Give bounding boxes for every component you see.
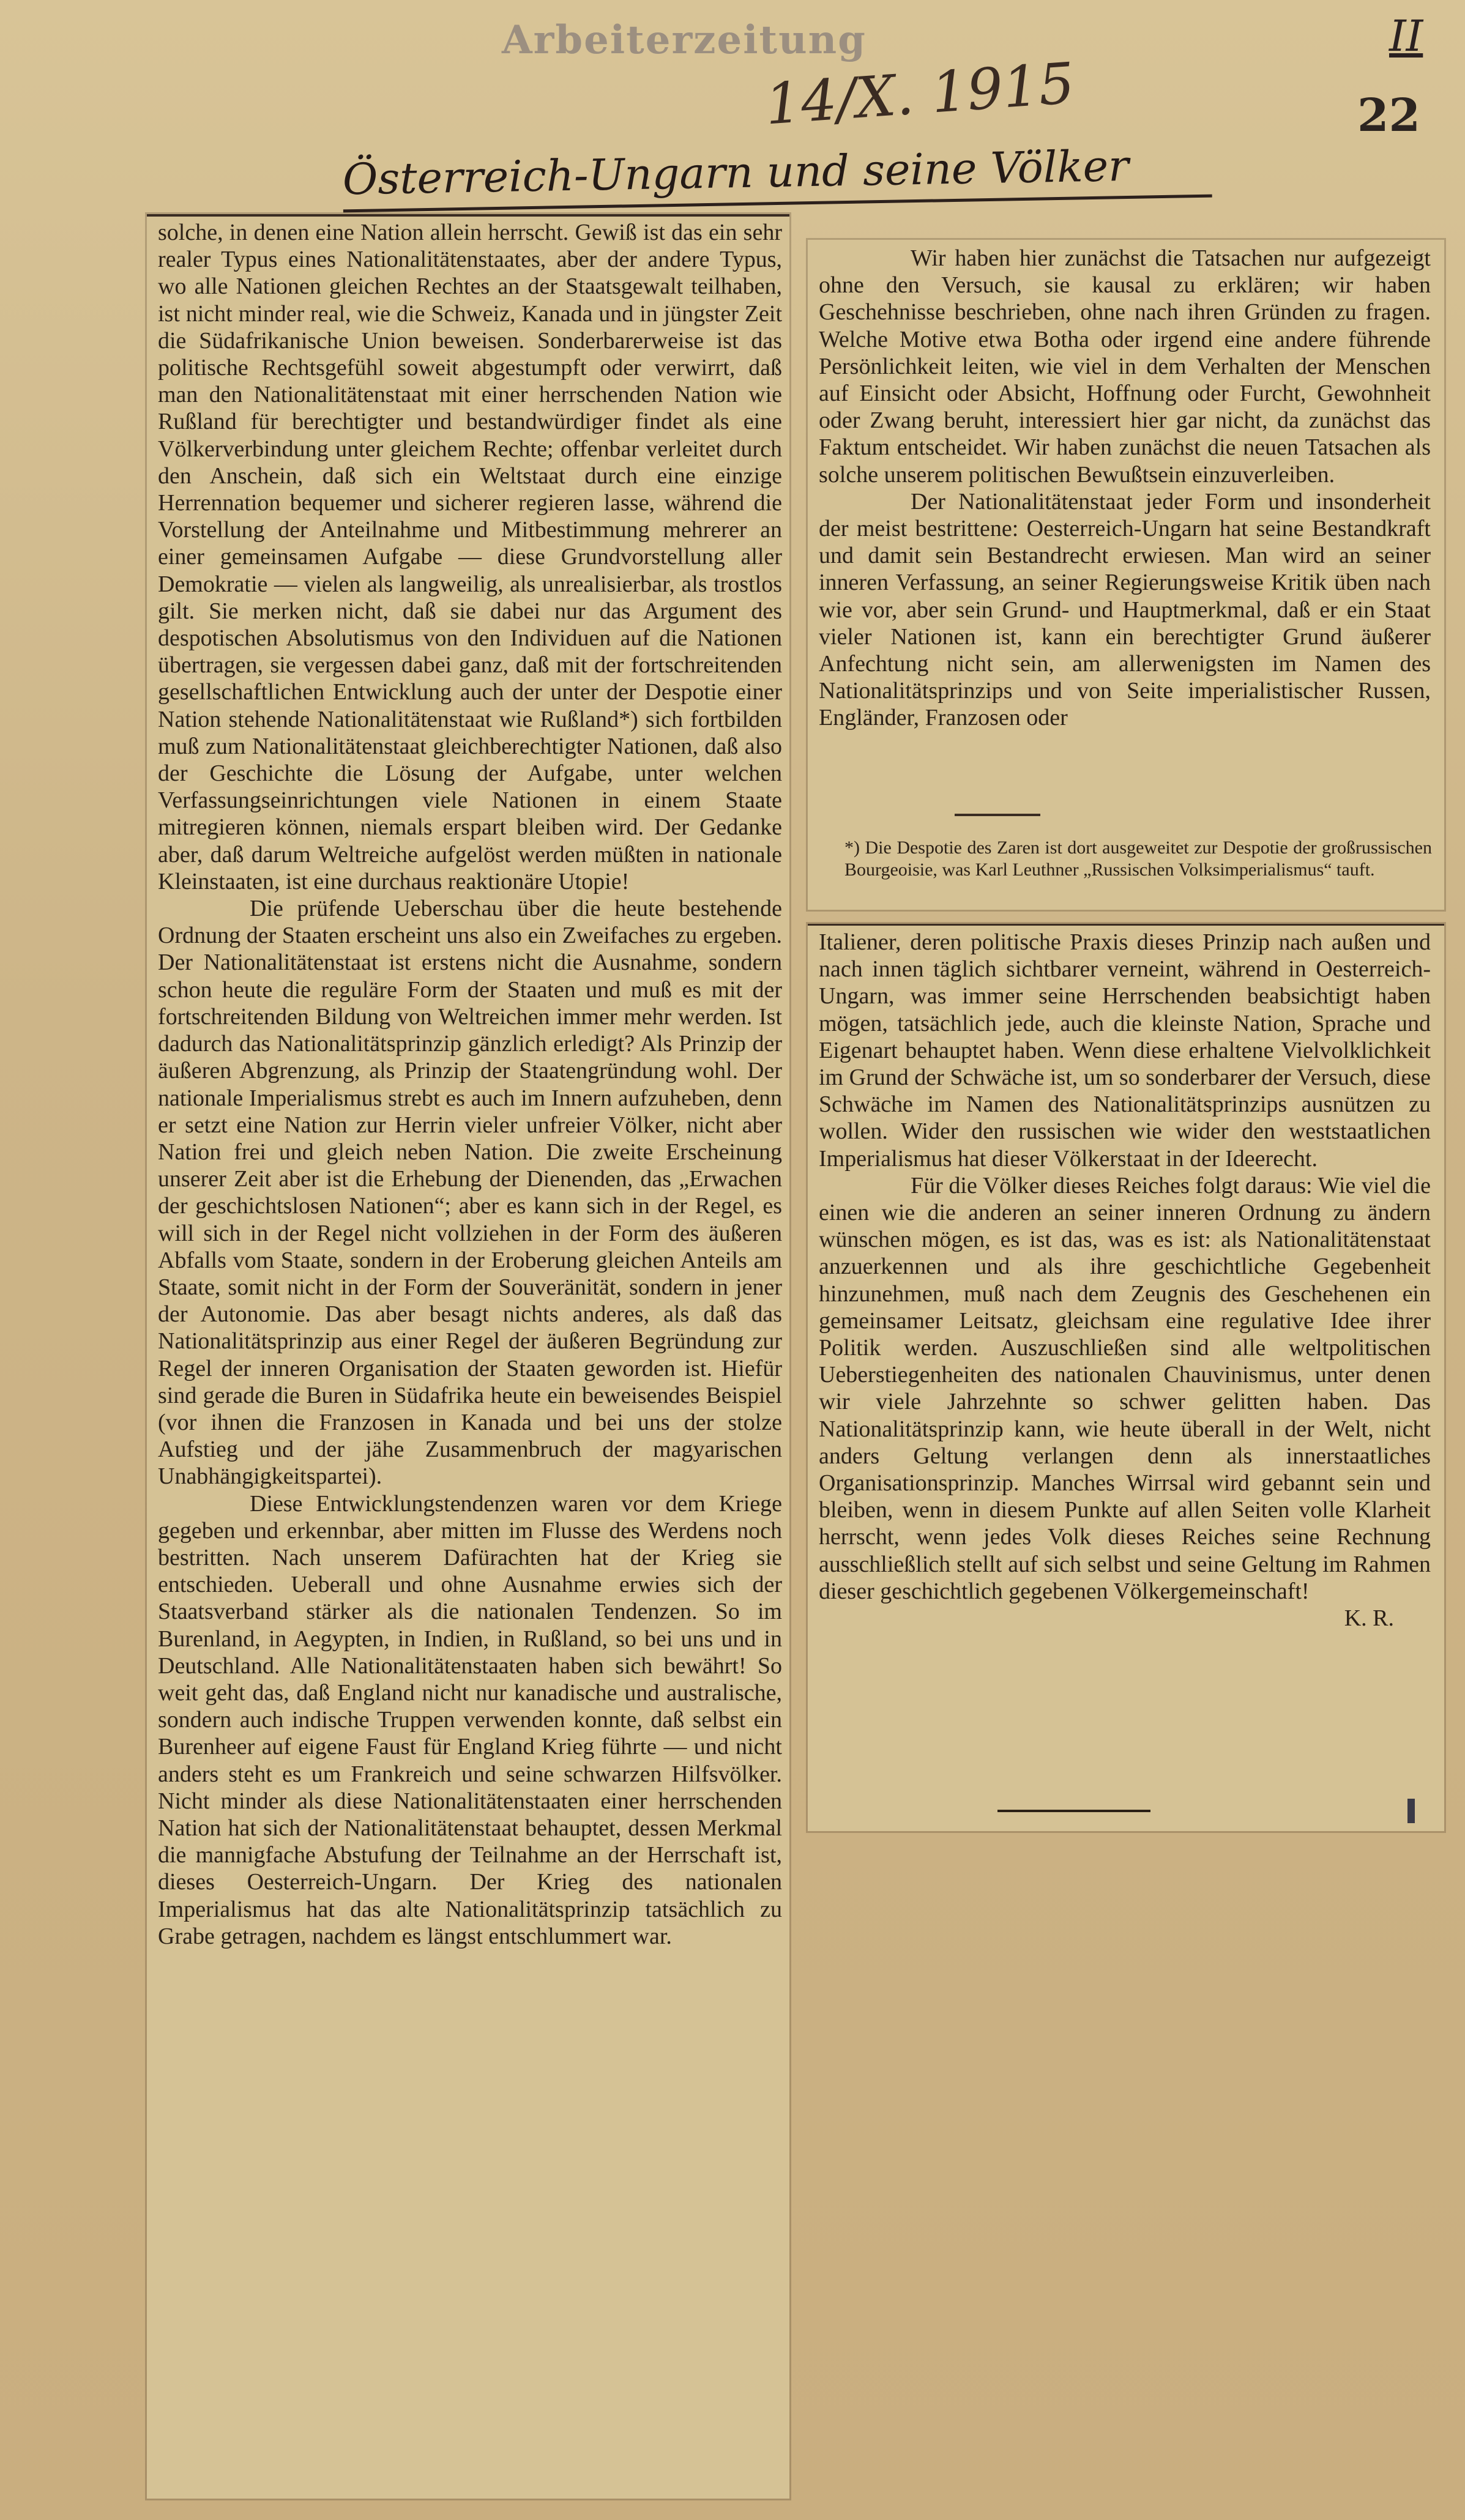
right-top-column-text (819, 245, 1431, 732)
footnote: *) Die Despotie des Zaren ist dort ausgeweitet zur Despotie der großrussischen Bourgeoisie, was Karl Leuthner „Russischen Volksimperialismus“ tauft. (844, 838, 1432, 880)
right-bottom-column-text (819, 929, 1431, 1632)
author-signature: K. R. (1344, 1605, 1394, 1632)
handwritten-date: 14/X. 1915 (762, 50, 1077, 138)
paragraph: Diese Entwicklungstendenzen waren vor dem Kriege gegeben und erkennbar, aber mitten im Flusse des Werdens noch bestritten. Nach unserem Dafürachten hat der Krieg sie entschieden. Ueberall und ohne Ausnahme erwies sich der Staatsverband stärker als die nationalen Tendenzen. So im Burenland, in Aegypten, in Indien, in Rußland, so bei uns und in Deutschland. Alle Nationalitätenstaaten haben sich bewährt! So weit geht das, daß England nicht nur kanadische und australische, sondern auch indische Truppen verwenden konnte, daß selbst ein Burenheer auf eigene Faust für England Krieg führte — und nicht anders steht es um Frankreich und seine schwarzen Hilfsvölker. Nicht minder als diese Nationalitätenstaaten einer herrschenden Nation hat sich der Nationalitätenstaat behauptet, dessen Merkmal die mannigfache Abstufung der Teilnahme an der Herrschaft ist, dieses Oesterreich-Ungarn. Der Krieg des nationalen Imperialismus hat das alte Nationalitätsprinzip tatsächlich zu Grabe getragen, nachdem es längst entschlummert war. (158, 1490, 782, 1949)
closing-rule (997, 1810, 1150, 1812)
paragraph: Wir haben hier zunächst die Tatsachen nur aufgezeigt ohne den Versuch, sie kausal zu erklären; wir haben Geschehnisse beschrieben, ohne nach ihren Gründen zu fragen. Welche Motive etwa Botha oder irgend eine andere führende Persönlichkeit leiten, wie viel in dem Verhalten der Menschen auf Einsicht oder Absicht, Hoffnung oder Furcht, Gewohnheit oder Zwang beruht, interessiert hier gar nicht, da zunächst das Faktum entscheidet. Wir haben zunächst die neuen Tatsachen als solche unserem politischen Bewußtsein einzuverleiben. (819, 245, 1431, 488)
page-number: 22 (1357, 89, 1420, 142)
paragraph: solche, in denen eine Nation allein herrscht. Gewiß ist das ein sehr realer Typus eines Nationalitätenstaates, aber der andere Typus, wo alle Nationen gleichen Rechtes an der Staatsgewalt teilhaben, ist nicht minder real, wie die Schweiz, Kanada und in jüngster Zeit die Südafrikanische Union beweisen. Sonderbarerweise ist das politische Rechtsgefühl soweit abgestumpft oder verwirrt, daß man den Nationalitätenstaat mit einer herrschenden Nation wie Rußland für berechtigter und bestandwürdiger findet als eine Völkerverbindung unter gleichem Rechte; offenbar verleitet durch den Anschein, daß sich ein Weltstaat durch eine einzige Herrennation bequemer und sicherer regieren lasse, während die Vorstellung der Anteilnahme und Mitbestimmung mehrerer an einer gemeinsamen Aufgabe — diese Grundvorstellung aller Demokratie — vielen als langweilig, als unrealisierbar, als trostlos gilt. Sie merken nicht, daß sie dabei nur das Argument des despotischen Absolutismus von den Individuen auf die Nationen übertragen, sie vergessen dabei ganz, daß mit der fortschreitenden gesellschaftlichen Entwicklung auch der unter der Despotie einer Nation stehende Nationalitätenstaat wie Rußland*) sich fortbilden muß zum Nationalitätenstaat gleichberechtigter Nationen, daß also der Geschichte die Lösung der Aufgabe, unter welchen Verfassungseinrichtungen viele Nationen in einem Staate mitregieren können, niemals erspart bleiben wird. Der Gedanke aber, daß darum Weltreiche aufgelöst werden müßten in nationale Kleinstaaten, ist eine durchaus reaktionäre Utopie! (158, 220, 782, 894)
paragraph: Italiener, deren politische Praxis dieses Prinzip nach außen und nach innen täglich sichtbarer verneint, während in Oesterreich-Ungarn, was immer seine Herrschenden beabsichtigt haben mögen, tatsächlich jede, auch die kleinste Nation, Sprache und Eigenart behauptet haben. Wenn diese erhaltene Vielvolklichkeit im Grund der Schwäche ist, um so sonderbarer der Versuch, diese Schwäche im Namen des Nationalitätsprinzips ausnützen zu wollen. Wider den russischen wie wider den weststaatlichen Imperialismus hat dieser Völkerstaat in der Ideerecht. (819, 929, 1431, 1172)
handwritten-title: Österreich-Ungarn und seine Völker (342, 139, 1212, 213)
paragraph: Der Nationalitätenstaat jeder Form und insonderheit der meist bestrittene: Oesterreich-Ungarn hat seine Bestandkraft und damit sein Bestandrecht erwiesen. Man wird an seiner inneren Verfassung, an seiner Regierungsweise Kritik üben nach wie vor, aber sein Grund- und Hauptmerkmal, daß er ein Staat vieler Nationen ist, kann ein berechtigter Grund äußerer Anfechtung nicht sein, am allerwenigsten im Namen des Nationalitätsprinzips und von Seite imperialistischer Russen, Engländer, Franzosen oder (819, 488, 1431, 731)
footnote-divider (955, 814, 1040, 816)
paragraph: Für die Völker dieses Reiches folgt daraus: Wie viel die einen wie die anderen an seiner inneren Ordnung zu ändern wünschen mögen, es ist das, was es ist: als Nationalitätenstaat anzuerkennen und als ihre geschichtliche Gegebenheit hinzunehmen, muß nach dem Zeugnis des Geschehenen ein gemeinsamer Leitsatz, gleichsam eine regulative Idee ihrer Politik werden. Auszuschließen sind alle weltpolitischen Ueberstiegenheiten des nationalen Chauvinismus, unter denen wir viele Jahrzehnte so schwer gelitten haben. Das Nationalitätsprinzip kann, wie heute überall in der Welt, nicht anders Geltung verlangen denn als innerstaatliches Organisationsprinzip. Manches Wirrsal wird gebannt sein und bleiben, wenn in diesem Punkte auf allen Seiten volle Klarheit herrscht, wenn jedes Volk dieses Reiches seine Rechnung ausschließlich stellt auf sich selbst und seine Geltung im Rahmen dieser geschichtlich gegebenen Völkergemeinschaft! (819, 1172, 1431, 1604)
paper-edge-mark (1407, 1799, 1415, 1823)
roman-numeral-mark: II (1389, 11, 1423, 61)
left-column-text (158, 219, 782, 1950)
newspaper-name-stamp: Arbeiterzeitung (502, 17, 867, 63)
paragraph: Die prüfende Ueberschau über die heute bestehende Ordnung der Staaten erscheint uns also ein Zweifaches zu ergeben. Der Nationalitätenstaat ist erstens nicht die Ausnahme, sondern schon heute die reguläre Form der Staaten und muß es mit der fortschreitenden Bildung von Weltreichen immer mehr werden. Ist dadurch das Nationalitätsprinzip gänzlich erledigt? Als Prinzip der äußeren Abgrenzung, als Prinzip der Staatengründung wohl. Der nationale Imperialismus strebt es auch im Innern aufzuheben, denn er setzt eine Nation zur Herrin vieler unfreier Völker, nicht aber Nation frei und gleich neben Nation. Die zweite Erscheinung unserer Zeit aber ist die Erhebung der Dienenden, das „Erwachen der geschichtslosen Nationen“; aber es kann sich in der Regel, es will sich in der Regel nicht vollziehen in der Form des äußeren Abfalls vom Staate, sondern in der Eroberung gleichen Anteils am Staate, somit nicht in der Form der Souveränität, sondern in jener der Autonomie. Das aber besagt nichts anderes, als daß das Nationalitätsprinzip aus einer Regel der äußeren Begründung zur Regel der inneren Organisation der Staaten geworden ist. Hiefür sind gerade die Buren in Südafrika heute ein beweisendes Beispiel (vor ihnen die Franzosen in Kanada und bei uns der stolze Aufstieg und der jähe Zusammenbruch der magyarischen Unabhängigkeitspartei). (158, 896, 782, 1490)
